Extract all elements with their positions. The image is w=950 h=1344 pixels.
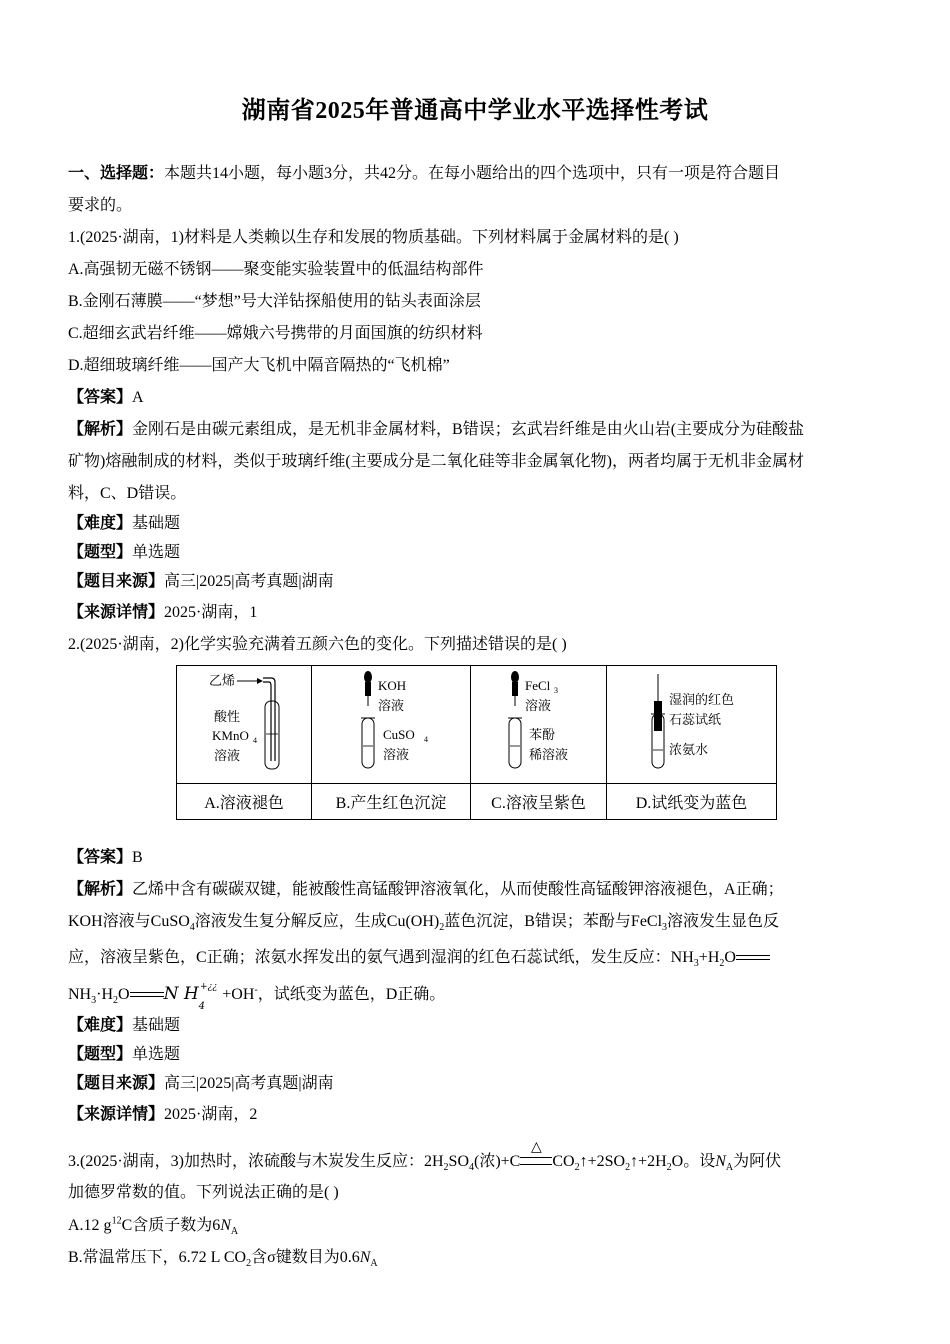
stem-seg: SO	[448, 1153, 469, 1170]
caption-a: A.溶液褪色	[177, 784, 312, 820]
heat-triangle-icon: △	[530, 1140, 542, 1156]
type-value: 单选题	[132, 544, 181, 561]
q3-option-b: B.常温常压下，6.72 L $CO_2$含σ键数目为$0.6N_A$	[68, 1249, 378, 1270]
analysis-seg: NH	[68, 986, 92, 1003]
answer-value: B	[132, 849, 143, 866]
q1-source	[68, 572, 334, 592]
source-label: 【题目来源】	[68, 573, 165, 590]
q3-stem-line1: 3.(2025·湖南，3)加热时，浓硫酸与木炭发生反应：$2H_2SO_4$(浓)+C △ $CO_2↑+2SO_2↑+2H_2O$。设$N_A$为阿伏	[68, 1140, 782, 1174]
ammonium-ion: N $H_4^{+¿¿}$	[163, 982, 218, 1012]
stem-seg: (浓)+C	[474, 1153, 521, 1170]
analysis-seg: O	[724, 949, 736, 966]
label-moist-red: 湿润的红色	[669, 692, 735, 707]
caption-b: B.产生红色沉淀	[312, 784, 471, 820]
q1-analysis-line2: 矿物)熔融制成的材料，类似于玻璃纤维(主要成分是二氧化硅等非金属氧化物)，两者均属于无机非金属材	[68, 453, 804, 470]
label-solution-c1: 溶液	[525, 698, 552, 713]
q1-option-c: C.超细玄武岩纤维——嫦娥六号携带的月面国旗的纺织材料	[68, 325, 483, 342]
label-solution-b2: 溶液	[383, 747, 410, 762]
q1-option-d: D.超细玻璃纤维——国产大飞机中隔音隔热的“飞机棉”	[68, 357, 450, 374]
analysis-seg: KOH溶液与CuSO	[68, 913, 190, 930]
heating-equals-sign	[520, 1140, 552, 1165]
analysis-seg: ·H	[96, 986, 113, 1003]
analysis-seg: 应，溶液呈紫色，C正确；浓氨水挥发出的氨气遇到湿润的红色石蕊试纸，发生反应：NH	[68, 949, 694, 966]
equilibrium-arrow	[736, 954, 770, 962]
source-value: 高三|2025|高考真题|湖南	[164, 573, 334, 590]
q1-type	[68, 543, 180, 563]
q1-analysis-line3: 料，C、D错误。	[68, 485, 187, 502]
label-conc-ammonia: 浓氨水	[669, 742, 709, 757]
q1-answer	[68, 388, 144, 408]
label-fecl3: FeCl	[525, 678, 551, 693]
q1-option-a: A.高强韧无磁不锈钢——聚变能实验装置中的低温结构部件	[68, 261, 484, 278]
stem-seg: 为阿伏	[733, 1153, 782, 1170]
q1-analysis-line1	[68, 420, 804, 440]
caption-c: C.溶液呈紫色	[471, 784, 607, 820]
stem-seg: CO	[552, 1153, 575, 1170]
section-intro	[68, 164, 780, 184]
option-seg: C含质子数为6	[121, 1217, 221, 1234]
label-dilute-solution: 稀溶液	[529, 747, 569, 762]
type-label: 【题型】	[68, 544, 133, 561]
q2-analysis-line4: $NH_3\cdot H_2O$ N $H_4^{+¿¿} +OH^-$，试纸变为蓝色，D正确。	[68, 982, 446, 1012]
koh-cuso4-apparatus	[312, 666, 470, 778]
detail-label: 【来源详情】	[68, 604, 165, 621]
q1-detail	[68, 603, 257, 623]
q1-stem: 1.(2025·湖南，1)材料是人类赖以生存和发展的物质基础。下列材料属于金属材料的是( )	[68, 229, 679, 246]
stem-seg: O。设	[671, 1153, 716, 1170]
type-value: 单选题	[132, 1046, 181, 1063]
analysis-seg: +OH	[222, 986, 255, 1003]
q1-option-b: B.金刚石薄膜——“梦想”号大洋钻探船使用的钻头表面涂层	[68, 293, 481, 310]
answer-label: 【答案】	[68, 389, 133, 406]
q2-analysis-line3: 应，溶液呈紫色，C正确；浓氨水挥发出的氨气遇到湿润的红色石蕊试纸，发生反应：$NH_3+H_2O$	[68, 948, 770, 968]
label-koh: KOH	[378, 678, 407, 693]
avogadro-symbol: N	[715, 1153, 726, 1170]
q2-difficulty	[68, 1016, 180, 1036]
analysis-seg: O	[118, 986, 130, 1003]
q2-figure-table	[176, 665, 777, 820]
q1-difficulty	[68, 514, 180, 534]
analysis-text: 金刚石是由碳元素组成，是无机非金属材料，B错误；玄武岩纤维是由火山岩(主要成分为硅酸盐	[132, 421, 805, 438]
analysis-seg: 溶液发生显色反	[667, 913, 780, 930]
label-litmus-paper: 石蕊试纸	[669, 712, 722, 727]
detail-label: 【来源详情】	[68, 1106, 165, 1123]
label-cuso4: CuSO	[383, 727, 415, 742]
difficulty-value: 基础题	[132, 1017, 181, 1034]
option-seg: A.12 g	[68, 1217, 112, 1234]
difficulty-label: 【难度】	[68, 1017, 133, 1034]
q2-answer	[68, 848, 143, 868]
source-value: 高三|2025|高考真题|湖南	[164, 1075, 334, 1092]
q2-detail	[68, 1105, 257, 1125]
analysis-seg: ，试纸变为蓝色，D正确。	[257, 986, 446, 1003]
option-seg: 含σ键数目为0.6	[251, 1249, 360, 1266]
fecl3-subscript: 3	[554, 686, 558, 695]
analysis-label: 【解析】	[68, 421, 133, 438]
stem-seg: ↑+2H	[630, 1153, 667, 1170]
analysis-seg: +H	[698, 949, 720, 966]
type-label: 【题型】	[68, 1046, 133, 1063]
source-label: 【题目来源】	[68, 1075, 165, 1092]
q2-analysis-line2: KOH溶液与CuSO$_4$溶液发生复分解反应，生成$Cu(OH)_2$蓝色沉淀，B错误；苯酚与FeCl$_3$溶液发生显色反	[68, 913, 780, 934]
analysis-seg: 蓝色沉淀，B错误；苯酚与FeCl	[444, 913, 663, 930]
answer-label: 【答案】	[68, 849, 133, 866]
detail-value: 2025·湖南，1	[164, 604, 258, 621]
label-acidic: 酸性	[214, 709, 241, 724]
analysis-seg: 溶液发生复分解反应，生成Cu(OH)	[194, 913, 440, 930]
fecl3-phenol-apparatus	[471, 666, 606, 778]
q3-stem-line2: 加德罗常数的值。下列说法正确的是( )	[68, 1184, 339, 1201]
detail-value: 2025·湖南，2	[164, 1106, 258, 1123]
difficulty-label: 【难度】	[68, 515, 133, 532]
q3-option-a: A.12 $g^{12}C$含质子数为$6N_A$	[68, 1215, 239, 1238]
label-solution-a: 溶液	[214, 748, 241, 763]
stem-seg: ↑+2SO	[579, 1153, 626, 1170]
label-phenol: 苯酚	[529, 727, 556, 742]
kmno4-subscript: 4	[253, 736, 257, 745]
q2-analysis-line1	[68, 880, 784, 900]
cuso4-subscript: 4	[424, 735, 428, 744]
ammonia-litmus-apparatus	[607, 666, 776, 778]
label-solution-b1: 溶液	[378, 698, 405, 713]
q2-source	[68, 1074, 334, 1094]
avogadro-subscript: A	[725, 1162, 734, 1174]
figure-cell-d	[607, 666, 777, 784]
equilibrium-arrow	[130, 991, 164, 999]
page-title: 湖南省2025年普通高中学业水平选择性考试	[241, 98, 709, 124]
analysis-text: 乙烯中含有碳碳双键，能被酸性高锰酸钾溶液氧化，从而使酸性高锰酸钾溶液褪色，A正确；	[132, 881, 784, 898]
figure-cell-a	[177, 666, 312, 784]
analysis-label: 【解析】	[68, 881, 133, 898]
section-desc-line2: 要求的。	[68, 197, 133, 214]
label-kmno4: KMnO	[212, 728, 249, 743]
mass-number: 12	[111, 1215, 122, 1227]
answer-value: A	[132, 389, 144, 406]
option-seg: B.常温常压下，6.72 L CO	[68, 1249, 247, 1266]
caption-d: D.试纸变为蓝色	[607, 784, 777, 820]
stem-seg: 3.(2025·湖南，3)加热时，浓硫酸与木炭发生反应：2H	[68, 1153, 444, 1170]
figure-cell-b	[312, 666, 471, 784]
section-heading: 一、选择题：	[68, 165, 165, 182]
q2-stem: 2.(2025·湖南，2)化学实验充满着五颜六色的变化。下列描述错误的是( )	[68, 636, 567, 653]
ethylene-kmno4-apparatus	[177, 666, 311, 778]
q2-type	[68, 1045, 180, 1065]
label-ethylene: 乙烯	[209, 673, 236, 688]
figure-cell-c	[471, 666, 607, 784]
difficulty-value: 基础题	[132, 515, 181, 532]
section-desc-line1: 本题共14小题，每小题3分，共42分。在每小题给出的四个选项中，只有一项是符合题目	[164, 165, 781, 182]
